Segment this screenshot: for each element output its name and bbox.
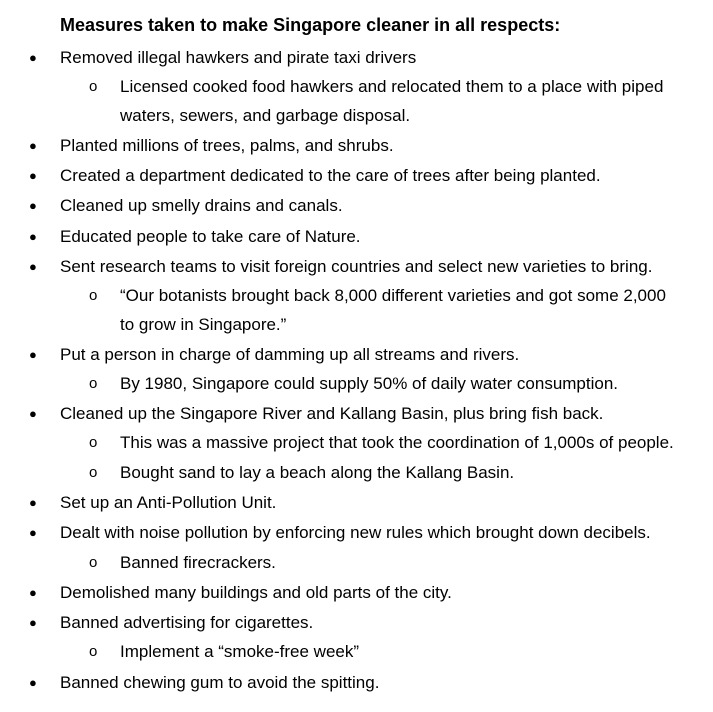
bullet-marker: ● [29, 50, 37, 65]
text-line: Banned firecrackers. [120, 553, 276, 572]
text-line: Banned chewing gum to avoid the spitting. [60, 673, 380, 692]
sub-bullet-marker: o [89, 78, 98, 95]
text-line: Demolished many buildings and old parts of the city. [60, 583, 452, 602]
list-item-text [120, 72, 663, 130]
text-line: to grow in Singapore.” [120, 315, 287, 334]
list-item-text [60, 252, 652, 281]
bullet-marker: ● [29, 525, 37, 540]
list-item-text [60, 43, 416, 72]
text-line: Set up an Anti-Pollution Unit. [60, 493, 277, 512]
sub-bullet-marker: o [89, 554, 98, 571]
text-line: Banned advertising for cigarettes. [60, 613, 314, 632]
text-line: Bought sand to lay a beach along the Kallang Basin. [120, 463, 515, 482]
list-item-text [120, 458, 514, 487]
text-line: Educated people to take care of Nature. [60, 227, 361, 246]
list-item-text [120, 637, 359, 666]
list-item-text [60, 518, 651, 547]
list-item-text [120, 369, 618, 398]
bullet-marker: ● [29, 347, 37, 362]
text-line: waters, sewers, and garbage disposal. [120, 106, 411, 125]
text-line: Cleaned up smelly drains and canals. [60, 196, 343, 215]
text-line: Sent research teams to visit foreign countries and select new varieties to bring. [60, 257, 653, 276]
text-line: Removed illegal hawkers and pirate taxi drivers [60, 48, 417, 67]
text-line: By 1980, Singapore could supply 50% of daily water consumption. [120, 374, 619, 393]
list-item-text [60, 161, 601, 190]
list-item-text [120, 428, 674, 457]
bullet-marker: ● [29, 168, 37, 183]
list-item-text [60, 340, 519, 369]
list-item-text [120, 281, 666, 339]
bullet-marker: ● [29, 198, 37, 213]
bullet-marker: ● [29, 585, 37, 600]
document-title: Measures taken to make Singapore cleaner in all respects: [60, 15, 561, 35]
sub-bullet-marker: o [89, 287, 98, 304]
text-line: Cleaned up the Singapore River and Kallang Basin, plus bring fish back. [60, 404, 604, 423]
list-item-text [60, 608, 313, 637]
sub-bullet-marker: o [89, 464, 98, 481]
text-line: Put a person in charge of damming up all streams and rivers. [60, 345, 520, 364]
list-item-text [60, 668, 379, 697]
text-line: “Our botanists brought back 8,000 different varieties and got some 2,000 [120, 286, 666, 305]
text-line: This was a massive project that took the coordination of 1,000s of people. [120, 433, 674, 452]
bullet-marker: ● [29, 229, 37, 244]
text-line: Implement a “smoke-free week” [120, 642, 360, 661]
text-line: Created a department dedicated to the care of trees after being planted. [60, 166, 601, 185]
bullet-marker: ● [29, 138, 37, 153]
text-line: Dealt with noise pollution by enforcing new rules which brought down decibels. [60, 523, 651, 542]
list-item-text [60, 191, 343, 220]
list-item-text [60, 399, 603, 428]
list-item-text [60, 222, 361, 251]
text-line: Licensed cooked food hawkers and relocated them to a place with piped [120, 77, 664, 96]
bullet-marker: ● [29, 675, 37, 690]
bullet-marker: ● [29, 406, 37, 421]
sub-bullet-marker: o [89, 375, 98, 392]
list-item-text [60, 488, 276, 517]
bullet-marker: ● [29, 259, 37, 274]
sub-bullet-marker: o [89, 643, 98, 660]
bullet-marker: ● [29, 615, 37, 630]
list-item-text [60, 131, 394, 160]
sub-bullet-marker: o [89, 434, 98, 451]
text-line: Planted millions of trees, palms, and shrubs. [60, 136, 394, 155]
list-item-text [60, 578, 452, 607]
list-item-text [120, 548, 276, 577]
bullet-marker: ● [29, 495, 37, 510]
